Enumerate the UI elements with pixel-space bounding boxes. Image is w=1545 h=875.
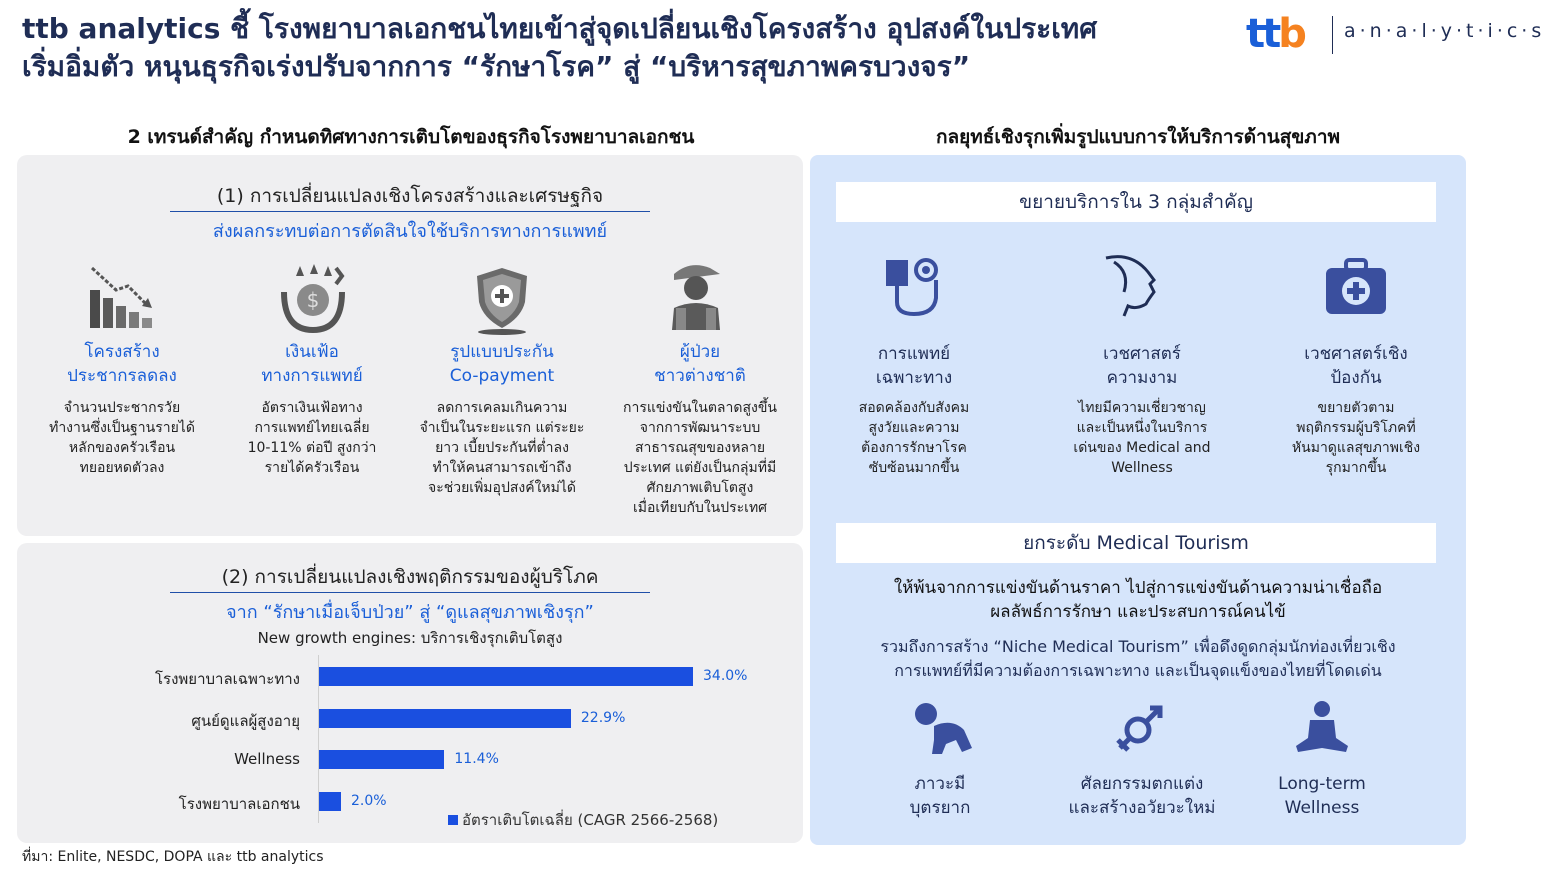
stethoscope-icon: [882, 254, 946, 318]
trend1-title: (1) การเปลี่ยนแปลงเชิงโครงสร้างและเศรษฐกิจ: [216, 185, 604, 207]
meditation-icon: [1292, 700, 1352, 758]
bar-value-label: 22.9%: [580, 709, 626, 726]
service-desc: ไทยมีความเชี่ยวชาญ และเป็นหนึ่งในบริการ เด่นของ Medical and Wellness: [1073, 400, 1211, 476]
trend-label: รูปแบบประกัน Co-payment: [449, 342, 555, 386]
niche-item-plastic-surgery: [1042, 772, 1242, 820]
bar-category-label: Wellness: [234, 750, 300, 768]
first-aid-kit-icon: [1324, 258, 1388, 318]
declining-bar-chart-icon: [86, 262, 160, 336]
trend-item-copayment: [412, 340, 592, 498]
title-line-1: ttb analytics ชี้ โรงพยาบาลเอกชนไทยเข้าสู่จุดเปลี่ยนเชิงโครงสร้าง อุปสงค์ในประเทศ: [22, 12, 1098, 45]
niche-item-long-term-wellness: [1222, 772, 1422, 820]
trend-item-foreign-patients: [602, 340, 798, 518]
niche-label: ศัลยกรรมตกแต่ง และสร้างอวัยวะใหม่: [1068, 774, 1216, 818]
bar-value-label: 2.0%: [351, 792, 387, 809]
bar-mark: [319, 792, 341, 811]
bar-value-label: 34.0%: [703, 668, 748, 684]
title-line-2: เริ่มอิ่มตัว หนุนธุรกิจเร่งปรับจากการ “รักษาโรค” สู่ “บริหารสุขภาพครบวงจร”: [22, 50, 971, 83]
bar-mark: [319, 709, 571, 728]
trend-desc: อัตราเงินเฟ้อทาง การแพทย์ไทยเฉลี่ย 10-11% ต่อปี สูงกว่า รายได้ครัวเรือน: [247, 400, 377, 476]
logo-divider: [1332, 16, 1333, 54]
logo-text: a·n·a·l·y·t·i·c·s: [1344, 20, 1545, 42]
svg-text:$: $: [306, 288, 320, 312]
niche-item-infertility: [840, 772, 1040, 820]
bar-value-label: 11.4%: [454, 751, 499, 767]
crawling-baby-icon: [912, 700, 978, 756]
bar-mark: [319, 667, 693, 686]
page-title: [22, 10, 1222, 86]
trend-desc: จำนวนประชากรวัย ทำงานซึ่งเป็นฐานรายได้ หลักของครัวเรือน ทยอยหดตัวลง: [49, 400, 195, 476]
gender-symbol-icon: [1114, 700, 1170, 756]
trend-desc: การแข่งขันในตลาดสูงขึ้น จากการพัฒนาระบบ สาธารณสุขของหลาย ประเทศ แต่ยังเป็นกลุ่มที่มี ศักยภาพเติบโตสูง เมื่อเทียบกับในประเทศ: [623, 400, 777, 516]
foreign-patient-icon: [660, 260, 734, 334]
trend-desc: ลดการเคลมเกินความ จำเป็นในระยะแรก แต่ระยะ ยาว เบี้ยประกันที่ต่ำลง ทำให้คนสามารถเข้าถึง จะช่วยเพิ่มอุปสงค์ใหม่ได้: [419, 400, 585, 496]
bar-category-label: โรงพยาบาลเอกชน: [178, 794, 300, 813]
chart-legend: [448, 808, 718, 832]
service-desc: ขยายตัวตาม พฤติกรรมผู้บริโภคที่ หันมาดูแลสุขภาพเชิง รุกมากขึ้น: [1291, 400, 1421, 476]
legend-swatch: [448, 815, 458, 825]
trend-label: ผู้ป่วย ชาวต่างชาติ: [654, 342, 746, 386]
service-desc: สอดคล้องกับสังคม สูงวัยและความ ต้องการรักษาโรค ซับซ้อนมากขึ้น: [858, 400, 970, 476]
tourism-bar: ยกระดับ Medical Tourism: [836, 523, 1436, 563]
tourism-text-1: ให้พ้นจากการแข่งขันด้านราคา ไปสู่การแข่งขันด้านความน่าเชื่อถือ ผลลัพธ์การรักษา และประสบการณ์คนไข้: [893, 578, 1383, 622]
face-profile-icon: [1102, 252, 1168, 318]
trend-label: เงินเฟ้อ ทางการแพทย์: [261, 342, 363, 386]
niche-label: Long-term Wellness: [1278, 774, 1366, 818]
services-bar: ขยายบริการใน 3 กลุ่มสำคัญ: [836, 182, 1436, 222]
bar-mark: [319, 750, 444, 769]
niche-label: ภาวะมี บุตรยาก: [909, 774, 971, 818]
trend2-title: (2) การเปลี่ยนแปลงเชิงพฤติกรรมของผู้บริโภค: [221, 566, 599, 588]
chart-title: New growth engines: บริการเชิงรุกเติบโตสูง: [257, 629, 563, 647]
service-item-preventive: [1256, 342, 1456, 478]
shield-plus-icon: [465, 262, 539, 336]
right-heading: กลยุทธ์เชิงรุกเพิ่มรูปแบบการให้บริการด้านสุขภาพ: [935, 126, 1341, 148]
logo-mark: ttb: [1246, 11, 1304, 57]
legend-label: อัตราเติบโตเฉลี่ย (CAGR 2566-2568): [462, 811, 719, 829]
trend-item-population: [32, 340, 212, 478]
rising-coin-icon: [276, 262, 350, 336]
bar-category-label: ศูนย์ดูแลผู้สูงอายุ: [191, 711, 300, 730]
source-note: ที่มา: Enlite, NESDC, DOPA และ ttb analytics: [22, 849, 324, 865]
service-item-specialized: [814, 342, 1014, 478]
trend1-underline: [170, 211, 650, 212]
trend1-subtitle: ส่งผลกระทบต่อการตัดสินใจใช้บริการทางการแพทย์: [212, 221, 608, 242]
trend-item-medical-inflation: [222, 340, 402, 478]
service-item-aesthetic: [1042, 342, 1242, 478]
growth-bar-chart: [30, 655, 790, 825]
ttb-analytics-logo: [1246, 11, 1545, 57]
service-label: เวชศาสตร์ ความงาม: [1103, 344, 1181, 388]
service-label: การแพทย์ เฉพาะทาง: [875, 344, 953, 388]
trend2-underline: [170, 592, 650, 593]
trend-label: โครงสร้าง ประชากรลดลง: [67, 342, 177, 386]
left-heading: 2 เทรนด์สำคัญ กำหนดทิศทางการเติบโตของธุรกิจโรงพยาบาลเอกชน: [127, 126, 695, 148]
bar-category-label: โรงพยาบาลเฉพาะทาง: [154, 670, 300, 688]
service-label: เวชศาสตร์เชิง ป้องกัน: [1304, 344, 1408, 388]
tourism-text-2: รวมถึงการสร้าง “Niche Medical Tourism” เพื่อดึงดูดกลุ่มนักท่องเที่ยวเชิง การแพทย์ที่มีความต้องการเฉพาะทาง และเป็นจุดแข็งของไทยที่โดดเด่น: [880, 637, 1396, 680]
trend2-subtitle: จาก “รักษาเมื่อเจ็บป่วย” สู่ “ดูแลสุขภาพเชิงรุก”: [226, 602, 594, 623]
